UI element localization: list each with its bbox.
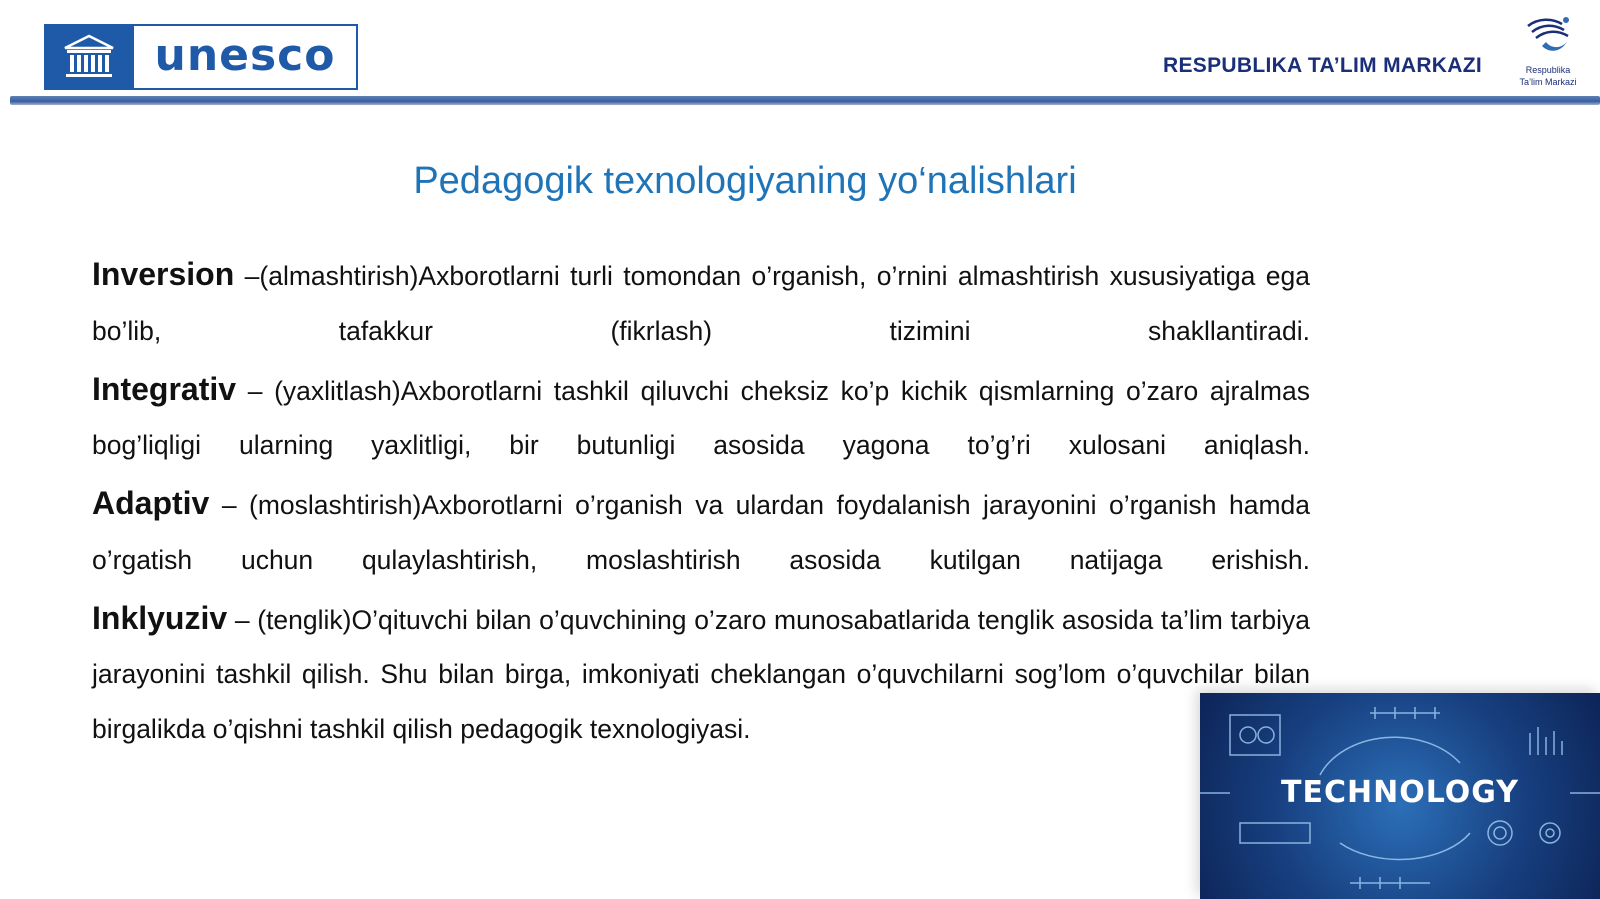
item-adaptiv xyxy=(92,476,1310,587)
item-inversion xyxy=(92,247,1310,358)
org-name: RESPUBLIKA TA’LIM MARKAZI xyxy=(1163,54,1482,77)
item-integrativ xyxy=(92,362,1310,473)
org-logo-caption-line2: Ta’lim Markazi xyxy=(1519,77,1577,87)
definition-integrativ: – (yaxlitlash)Axborotlarni tashkil qiluvchi cheksiz ko’p kichik qismlarning o’zaro ajralmas bog’liqligi ularning yaxlitligi, bir butunligi asosida yagona to’g’ri xulosani aniqlash. xyxy=(92,375,1310,460)
unesco-wordmark: unesco xyxy=(134,24,358,90)
definition-adaptiv: – (moslashtirish)Axborotlarni o’rganish va ulardan foydalanish jarayonini o’rganish hamda o’rgatish uchun qulaylashtirish, moslashtirish asosida kutilgan natijaga erishish. xyxy=(92,490,1310,575)
unesco-logo xyxy=(44,24,358,90)
slide-content xyxy=(92,247,1310,760)
technology-label: TECHNOLOGY xyxy=(1281,775,1519,810)
header-divider xyxy=(10,96,1600,105)
term-adaptiv: Adaptiv xyxy=(92,485,210,521)
definition-inklyuziv: – (tenglik)O’qituvchi bilan o’quvchining o’zaro munosabatlarida tenglik asosida ta’lim tarbiya jarayonini tashkil qilish. Shu bilan birga, imkoniyati cheklangan o’quvchilarni sog’lom o’quvchilar bilan birgalikda o’qishni tashkil qilish pedagogik texnologiyasi. xyxy=(92,604,1310,744)
dove-icon xyxy=(1522,12,1574,58)
technology-image xyxy=(1200,693,1600,899)
term-inversion: Inversion xyxy=(92,256,235,292)
item-inklyuziv xyxy=(92,591,1310,757)
slide-title: Pedagogik texnologiyaning yo‘nalishlari xyxy=(413,160,1077,202)
org-logo-caption-line1: Respublika xyxy=(1525,65,1571,75)
org-logo xyxy=(1508,12,1588,92)
definition-inversion: –(almashtirish)Axborotlarni turli tomondan o’rganish, o’rnini almashtirish xususiyatiga ega bo’lib, tafakkur (fikrlash) tizimini shakllantiradi. xyxy=(92,261,1310,346)
term-integrativ: Integrativ xyxy=(92,370,237,407)
term-inklyuziv: Inklyuziv xyxy=(92,599,228,636)
temple-icon xyxy=(44,24,134,90)
